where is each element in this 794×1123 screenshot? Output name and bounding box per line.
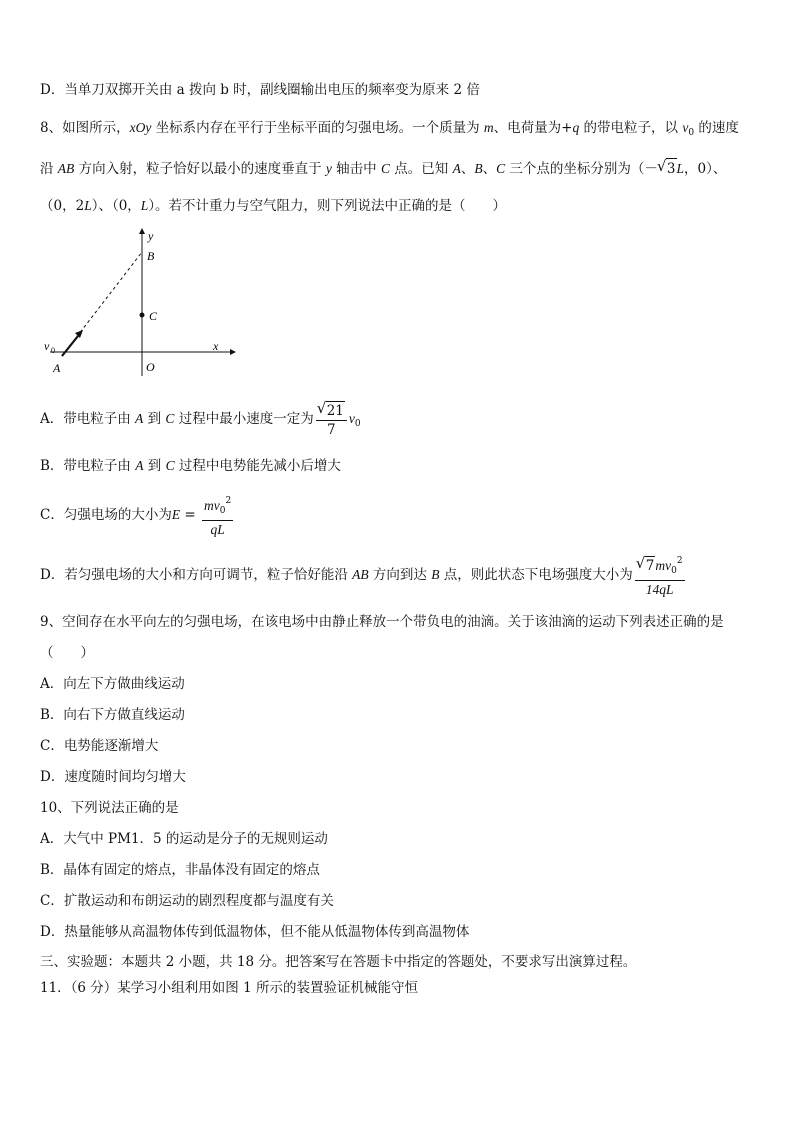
- q9-option-b: B．向右下方做直线运动: [40, 707, 185, 723]
- q9-option-d: D．速度随时间均匀增大: [40, 769, 186, 785]
- y-axis-arrow: [139, 228, 145, 234]
- section-3-heading: 三、实验题：本题共 2 小题，共 18 分。把答案写在答题卡中指定的答题处，不要求写出演算过程。: [40, 954, 637, 970]
- q9-stem-blank: （ ）: [40, 645, 94, 661]
- q10-option-a: A．大气中 PM1．5 的运动是分子的无规则运动: [40, 831, 328, 847]
- q10-option-d: D．热量能够从高温物体传到低温物体，但不能从低温物体传到高温物体: [40, 924, 470, 940]
- q8-option-d: D．若匀强电场的大小和方向可调节，粒子恰好能沿 AB 方向到达 B 点，则此状态下电场强度大小为 √ $\frac{7mv_0^2}{14qL}$: [40, 552, 687, 599]
- q7-option-d: D．当单刀双掷开关由 a 拨向 b 时，副线圈输出电压的频率变为原来 2 倍: [40, 82, 480, 98]
- q8-stem-line2: 沿 AB 方向入射，粒子恰好以最小的速度垂直于 y 轴击中 C 点。已知 A、B、C 三个点的坐标分别为（－√ 3L，0）、: [40, 158, 726, 179]
- velocity-subscript: 0: [51, 346, 55, 355]
- velocity-label: v: [44, 339, 50, 353]
- point-b-label: B: [147, 249, 155, 263]
- origin-label: O: [146, 360, 155, 374]
- q8-coordinate-figure: [40, 226, 240, 378]
- q8-stem-line3: （0，2L）、（0，L）。若不计重力与空气阻力，则下列说法中正确的是（ ）: [40, 198, 507, 214]
- q8-option-c: C．匀强电场的大小为E = $\frac{mv_0^2}{qL}$: [40, 492, 235, 539]
- velocity-arrow: [62, 336, 78, 356]
- q8-option-a: A．带电粒子由 A 到 C 过程中最小速度一定为 √ $\frac{21}{7}$ $v_0$: [40, 400, 361, 443]
- q8-stem-line1: 8、如图所示，xOy 坐标系内存在平行于坐标平面的匀强电场。一个质量为 m、电荷量为+q 的带电粒子，以 $v_0$ 的速度: [40, 120, 739, 138]
- q9-stem: 9、空间存在水平向左的匀强电场，在该电场中由静止释放一个带负电的油滴。关于该油滴的运动下列表述正确的是: [40, 614, 724, 630]
- q8-option-b: B．带电粒子由 A 到 C 过程中电势能先减小后增大: [40, 458, 341, 474]
- x-axis-arrow: [230, 349, 236, 355]
- q9-option-a: A．向左下方做曲线运动: [40, 676, 185, 692]
- y-axis-label: y: [148, 229, 154, 243]
- x-axis-label: x: [213, 339, 219, 353]
- point-c: [140, 313, 145, 318]
- q10-option-b: B．晶体有固定的熔点，非晶体没有固定的熔点: [40, 862, 320, 878]
- q10-stem: 10、下列说法正确的是: [40, 800, 179, 816]
- point-c-label: C: [149, 309, 158, 323]
- q9-option-c: C．电势能逐渐增大: [40, 738, 159, 754]
- q11-stem: 11．（6 分）某学习小组利用如图 1 所示的装置验证机械能守恒: [40, 980, 418, 996]
- q10-option-c: C．扩散运动和布朗运动的剧烈程度都与温度有关: [40, 893, 334, 909]
- point-a-label: A: [53, 361, 61, 375]
